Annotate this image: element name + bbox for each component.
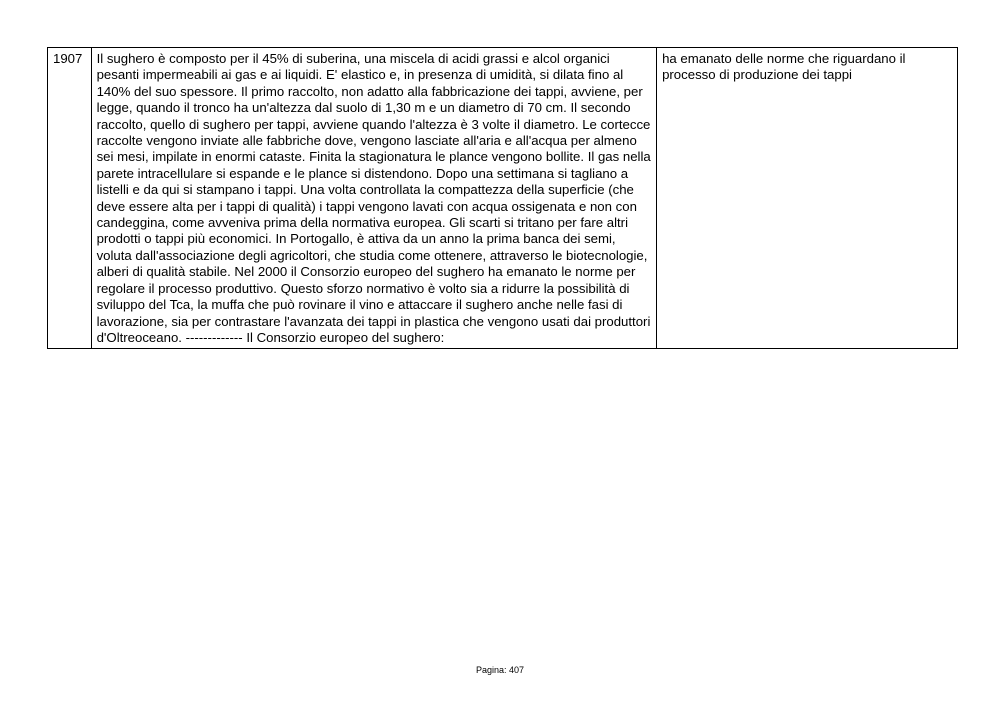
note-cell: ha emanato delle norme che riguardano il processo di produzione dei tappi [657,48,958,349]
page-number: Pagina: 407 [475,665,525,675]
content-table [47,47,958,349]
text-cell: Il sughero è composto per il 45% di suberina, una miscela di acidi grassi e alcol organici pesanti impermeabili ai gas e ai liquidi. E' elastico e, in presenza di umidità, si dilata fino al 140% del suo spessore. Il primo raccolto, non adatto alla fabbricazione dei tappi, avviene, per legge, quando il tronco ha un'altezza dal suolo di 1,30 m e un diametro di 70 cm. Il secondo raccolto, quello di sughero per tappi, avviene quando l'altezza è 3 volte il diametro. Le cortecce raccolte vengono inviate alle fabbriche dove, vengono lasciate all'aria e all'acqua per almeno sei mesi, impilate in enormi cataste. Finita la stagionatura le plance vengono bollite. Il gas nella parete intracellulare si espande e le plance si distendono. Dopo una settimana si tagliano a listelli e da qui si stampano i tappi. Una volta controllata la compattezza della superficie (che deve essere alta per i tappi di qualità) i tappi vengono lavati con acqua ossigenata e non con candeggina, come avveniva prima della normativa europea. Gli scarti si tritano per fare altri prodotti o tappi più economici. In Portogallo, è attiva da un anno la prima banca dei semi, voluta dall'associazione degli agricoltori, che studia come ottenere, attraverso le biotecnologie, alberi di qualità stabile. Nel 2000 il Consorzio europeo del sughero ha emanato le norme per regolare il processo produttivo. Questo sforzo normativo è volto sia a ridurre la possibilità di sviluppo del Tca, la muffa che può rovinare il vino e attaccare il sughero anche nelle fasi di lavorazione, sia per contrastare l'avanzata dei tappi in plastica che vengono usati dai produttori d'Oltreoceano. ------------- Il Consorzio europeo del sughero: [91,48,657,349]
year-cell: 1907 [48,48,92,349]
table-row [48,48,958,349]
